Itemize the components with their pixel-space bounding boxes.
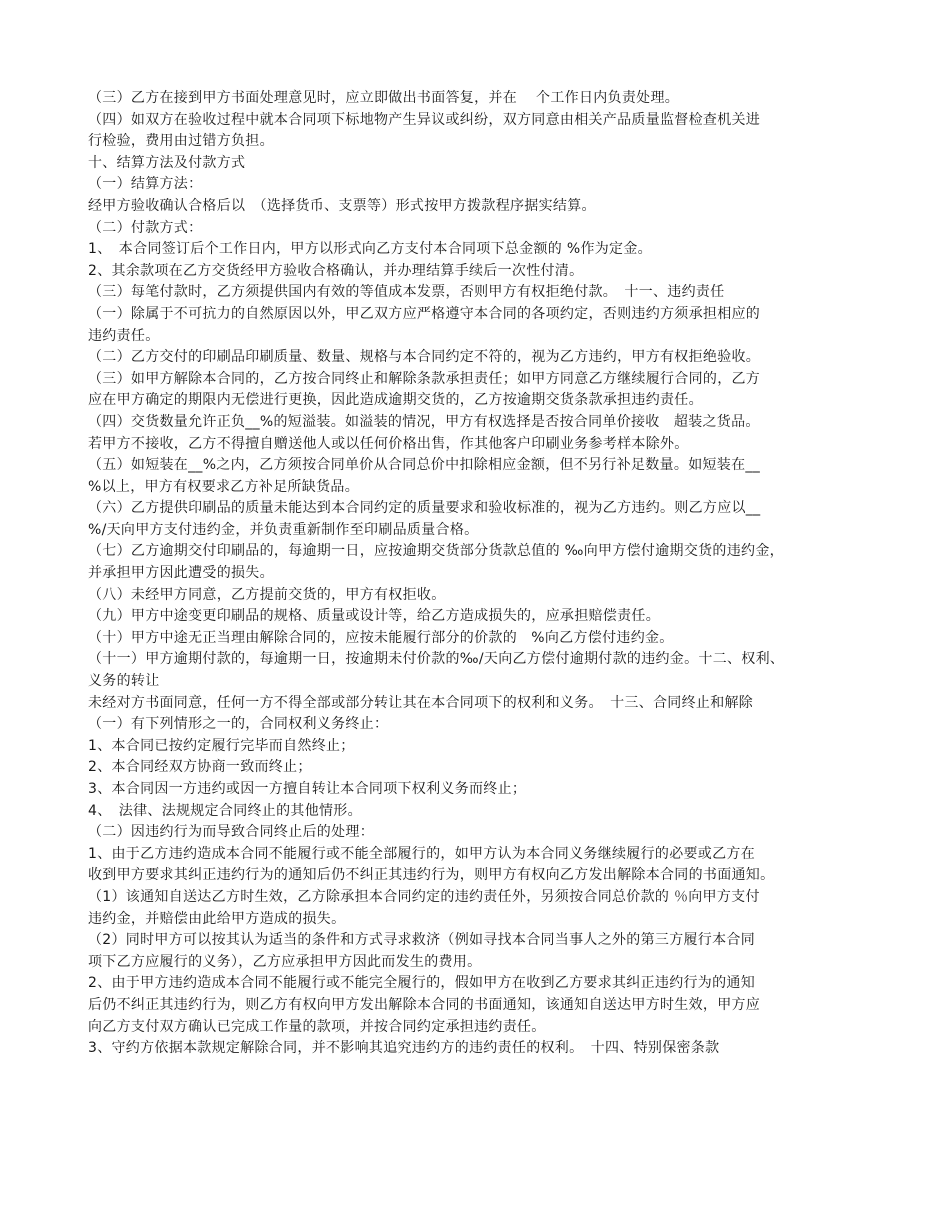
text-line: %以上，甲方有权要求乙方补足所缺货品。 [88, 478, 360, 495]
text-line: （二）因违约行为而导致合同终止后的处理： [88, 824, 374, 841]
text-line: （四）如双方在验收过程中就本合同项下标地物产生异议或纠纷，双方同意由相关产品质量监督检查机关进 [88, 111, 761, 128]
text-line: 向乙方支付双方确认已完成工作量的款项，并按合同约定承担违约责任。 [88, 1018, 546, 1035]
text-line: （七）乙方逾期交付印刷品的，每逾期一日，应按逾期交货部分货款总值的 ‰向甲方偿付逾期交货的违约金， [88, 543, 784, 560]
text-line: （1）该通知自送达乙方时生效，乙方除承担本合同约定的违约责任外，另须按合同总价款的 ％向甲方支付 [88, 888, 760, 905]
text-line: 4、 法律、法规规定合同终止的其他情形。 [88, 802, 362, 819]
text-line: （一）结算方法： [88, 176, 203, 193]
text-line: （十）甲方中途无正当理由解除合同的，应按未能履行部分的价款的 %向乙方偿付违约金。 [88, 629, 674, 646]
text-line: 经甲方验收确认合格后以 （选择货币、支票等）形式按甲方拨款程序据实结算。 [88, 197, 596, 214]
text-line: （一）有下列情形之一的，合同权利义务终止： [88, 716, 389, 733]
text-line: 并承担甲方因此遭受的损失。 [88, 565, 274, 582]
text-line: （二）付款方式： [88, 219, 203, 236]
text-line: 2、由于甲方违约造成本合同不能履行或不能完全履行的，假如甲方在收到乙方要求其纠正违约行为的通知 [88, 975, 756, 992]
text-line: 1、本合同已按约定履行完毕而自然终止； [88, 737, 355, 754]
text-line: 违约责任。 [88, 327, 160, 344]
text-line: 2、本合同经双方协商一致而终止； [88, 759, 312, 776]
text-line: 项下乙方应履行的义务），乙方应承担甲方因此而发生的费用。 [88, 953, 482, 970]
text-line: （八）未经甲方同意，乙方提前交货的，甲方有权拒收。 [88, 586, 446, 603]
text-line: （二）乙方交付的印刷品印刷质量、数量、规格与本合同约定不符的，视为乙方违约，甲方有权拒绝验收。 [88, 349, 761, 366]
text-line: 3、本合同因一方违约或因一方擅自转让本合同项下权利义务而终止； [88, 781, 527, 797]
text-line: 2、其余款项在乙方交货经甲方验收合格确认，并办理结算手续后一次性付清。 [88, 262, 584, 279]
text-line: （四）交货数量允许正负__%的短溢装。如溢装的情况，甲方有权选择是否按合同单价接收 超装之货品。 [88, 413, 760, 430]
text-line: 收到甲方要求其纠正违约行为的通知后仍不纠正其违约行为，则甲方有权向乙方发出解除本合同的书面通知。 [88, 867, 775, 884]
text-line: 1、 本合同签订后个工作日内，甲方以形式向乙方支付本合同项下总金额的 %作为定金。 [88, 241, 652, 258]
contract-page [88, 88, 868, 1060]
text-line: （2）同时甲方可以按其认为适当的条件和方式寻求救济（例如寻找本合同当事人之外的第三方履行本合同 [88, 932, 756, 949]
text-line: 若甲方不接收，乙方不得擅自赠送他人或以任何价格出售，作其他客户印刷业务参考样本除外。 [88, 435, 689, 452]
text-line: 1、由于乙方违约造成本合同不能履行或不能全部履行的，如甲方认为本合同义务继续履行的必要或乙方在 [88, 845, 756, 862]
section-heading: 十、结算方法及付款方式 [88, 154, 246, 171]
text-line: 后仍不纠正其违约行为，则乙方有权向甲方发出解除本合同的书面通知，该通知自送达甲方时生效，甲方应 [88, 996, 761, 1013]
text-line: （九）甲方中途变更印刷品的规格、质量或设计等，给乙方造成损失的，应承担赔偿责任。 [88, 608, 660, 625]
text-line: （三）如甲方解除本合同的，乙方按合同终止和解除条款承担责任；如甲方同意乙方继续履行合同的，乙方 [88, 370, 761, 387]
text-line: 未经对方书面同意，任何一方不得全部或部分转让其在本合同项下的权利和义务。 十三、合同终止和解除 [88, 694, 754, 711]
text-line: （三）乙方在接到甲方书面处理意见时，应立即做出书面答复，并在 个工作日内负责处理。 [88, 90, 680, 106]
text-line: （一）除属于不可抗力的自然原因以外，甲乙双方应严格遵守本合同的各项约定，否则违约方须承担相应的 [88, 305, 761, 322]
text-line: 义务的转让 [88, 673, 160, 690]
text-line: （三）每笔付款时，乙方须提供国内有效的等值成本发票，否则甲方有权拒绝付款。 十一、违约责任 [88, 284, 725, 301]
text-line: 行检验，费用由过错方负担。 [88, 133, 274, 150]
text-line: （六）乙方提供印刷品的质量未能达到本合同约定的质量要求和验收标准的，视为乙方违约。则乙方应以__ [88, 500, 761, 517]
text-line: 3、守约方依据本款规定解除合同，并不影响其追究违约方的违约责任的权利。 十四、特别保密条款 [88, 1040, 720, 1057]
text-line: （十一）甲方逾期付款的，每逾期一日，按逾期未付价款的‰/天向乙方偿付逾期付款的违约金。十二、权利、 [88, 651, 785, 668]
text-line: 应在甲方确定的期限内无偿进行更换，因此造成逾期交货的，乙方按逾期交货条款承担违约责任。 [88, 392, 703, 409]
text-line: %/天向甲方支付违约金，并负责重新制作至印刷品质量合格。 [88, 521, 479, 538]
text-line: 违约金，并赔偿由此给甲方造成的损失。 [88, 910, 346, 927]
text-line: （五）如短装在__%之内，乙方须按合同单价从合同总价中扣除相应金额，但不另行补足数量。如短装在__ [88, 457, 760, 474]
